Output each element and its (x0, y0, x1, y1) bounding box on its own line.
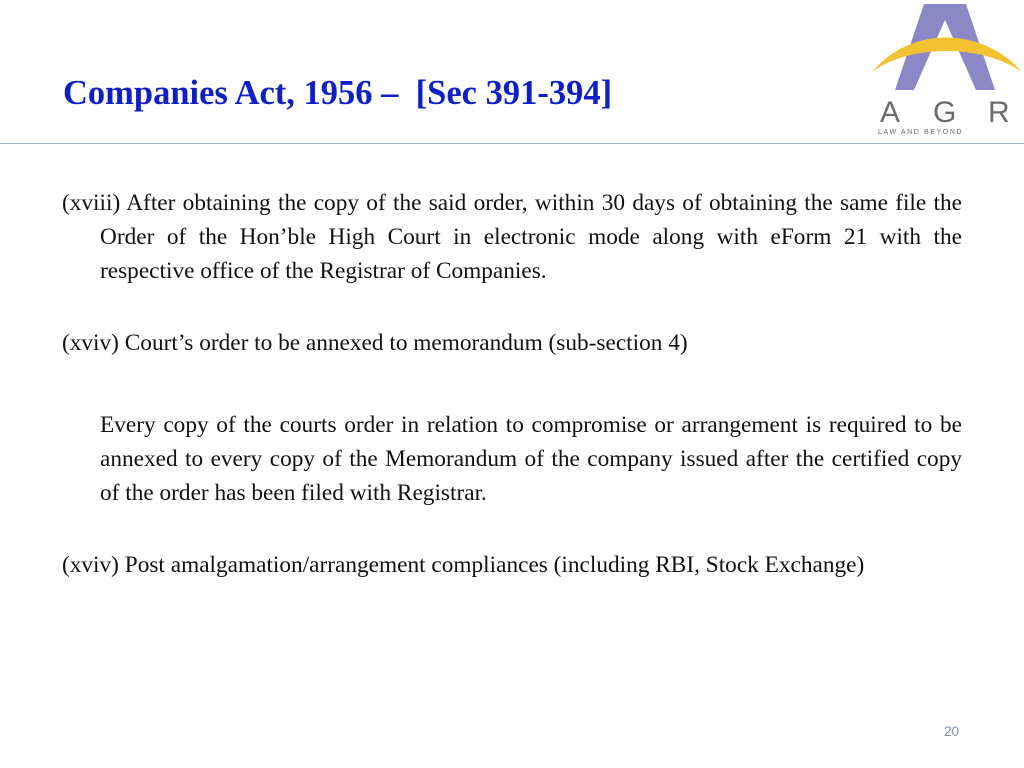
slide-title: Companies Act, 1956 – [Sec 391-394] (63, 74, 613, 112)
title-divider (0, 143, 1024, 144)
paragraph-xviv-court-order: (xviv) Court’s order to be annexed to memorandum (sub-section 4) (62, 330, 688, 356)
logo-letter-r: R (988, 96, 1010, 129)
logo-letter-g: G (933, 96, 957, 129)
agr-logo (870, 0, 1024, 142)
paragraph-xviii: (xviii) After obtaining the copy of the said order, within 30 days of obtaining the same file the Order of the Hon’ble High Court in electronic mode along with eForm 21 with the respective office of the Registrar of Companies. (62, 190, 962, 284)
logo-arc-shape (872, 38, 1022, 73)
logo-tagline: LAW AND BEYOND (878, 129, 964, 136)
logo-letter-a: A (880, 96, 901, 129)
slide-content (62, 186, 962, 582)
paragraph-annex-memorandum: Every copy of the courts order in relation to compromise or arrangement is required to be annexed to every copy of the Memorandum of the company issued after the certified copy of the order has been filed with Registrar. (100, 412, 962, 506)
paragraph-xviv-compliances: (xviv) Post amalgamation/arrangement compliances (including RBI, Stock Exchange) (62, 552, 865, 578)
page-number: 20 (944, 724, 960, 739)
